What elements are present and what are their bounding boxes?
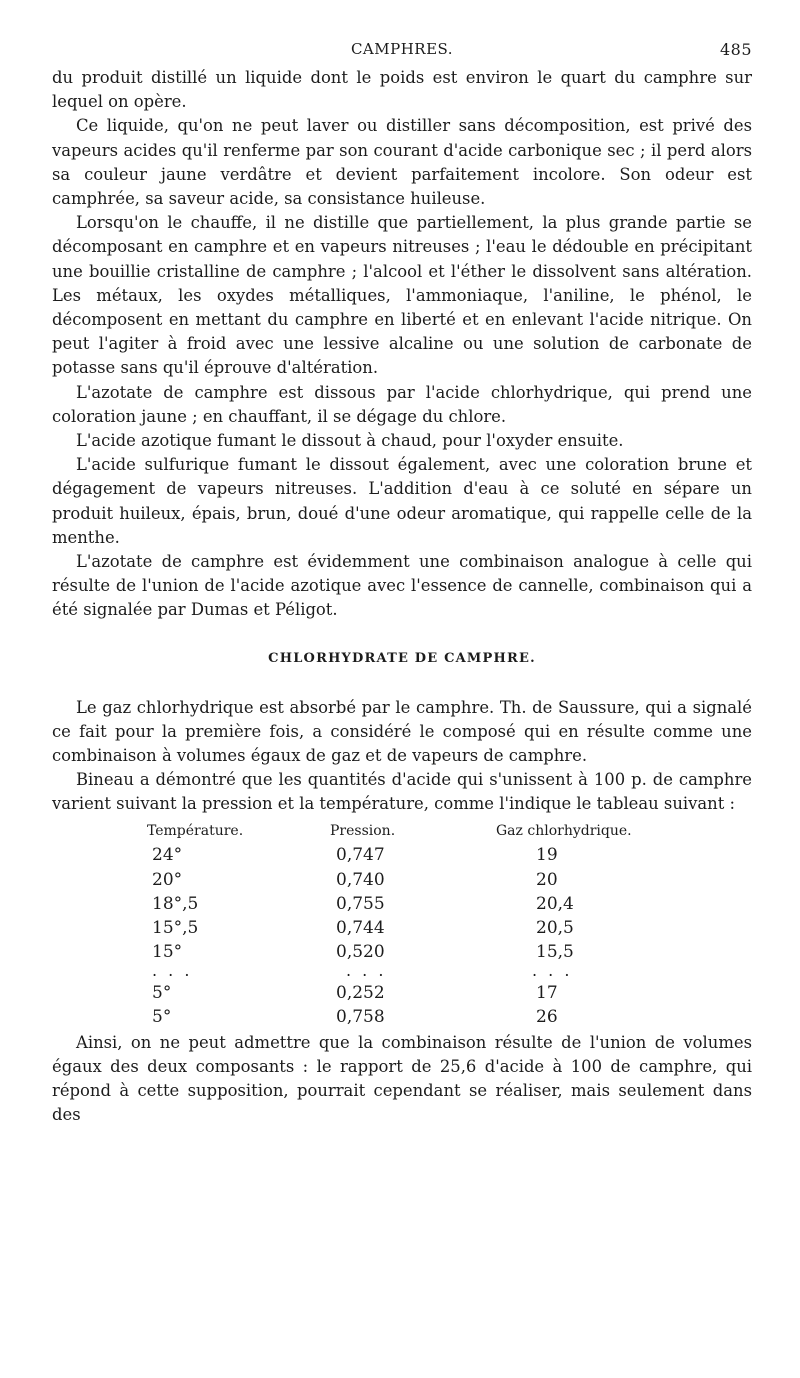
table-cell: 15°,5: [152, 917, 199, 938]
table-cell: 0,744: [336, 917, 385, 938]
table-cell: 15°: [152, 941, 183, 962]
table-ellipsis: . . .: [152, 960, 193, 980]
paragraph: Le gaz chlorhydrique est absorbé par le camphre. Th. de Saussure, qui a signalé ce fait pour la première fois, a considéré le composé qui en résulte comme une combinaison à volumes égaux de gaz et de vapeurs de camphre.: [52, 697, 752, 766]
table-cell: 0,252: [336, 982, 385, 1003]
paragraph: Lorsqu'on le chauffe, il ne distille que partiellement, la plus grande partie se décomposant en camphre et en vapeurs nitreuses ; l'eau le dédouble en précipitant une bouillie cristalline de camphre ; l'alcool et l'éther le dissolvent sans altération. Les métaux, les oxydes métalliques, l'ammoniaque, l'aniline, le phénol, le décomposent en mettant du camphre en liberté et en enlevant l'acide nitrique. On peut l'agiter à froid avec une lessive alcaline ou une solution de carbonate de potasse sans qu'il éprouve d'altération.: [52, 213, 752, 378]
table-header-gaz: Gaz chlorhydrique.: [496, 822, 632, 839]
table-ellipsis: . . .: [532, 960, 573, 980]
table-cell: 24°: [152, 844, 183, 865]
running-title: CAMPHRES.: [350, 40, 454, 58]
table-cell: 0,755: [336, 893, 385, 914]
table-cell: 20,5: [536, 917, 574, 938]
table-cell: 17: [536, 982, 558, 1003]
table-header-pression: Pression.: [330, 822, 396, 839]
paragraph: Ce liquide, qu'on ne peut laver ou distiller sans décomposition, est privé des vapeurs acides qu'il renferme par son courant d'acide carbonique sec ; il perd alors sa couleur jaune verdâtre et devient parfaitement incolore. Son odeur est camphrée, sa saveur acide, sa consistance huileuse.: [52, 116, 752, 209]
page-number: 485: [719, 40, 752, 59]
table-cell: 20,4: [536, 893, 574, 914]
body-text-mid: [52, 696, 752, 817]
table-ellipsis: . . .: [346, 960, 387, 980]
data-table: [52, 823, 752, 1031]
paragraph: L'acide sulfurique fumant le dissout également, avec une coloration brune et dégagement de vapeurs nitreuses. L'addition d'eau à ce soluté en sépare un produit huileux, épais, brun, doué d'une odeur aromatique, qui rappelle celle de la menthe.: [52, 455, 752, 547]
paragraph: L'azotate de camphre est évidemment une combinaison analogue à celle qui résulte de l'union de l'acide azotique avec l'essence de cannelle, combinaison qui a été signalée par Dumas et Péligot.: [52, 552, 752, 620]
paragraph: Ainsi, on ne peut admettre que la combinaison résulte de l'union de volumes égaux des deux composants : le rapport de 25,6 d'acide à 100 de camphre, qui répond à cette supposition, pourrait cependant se réaliser, mais seulement dans des: [52, 1032, 752, 1125]
table-cell: 5°: [152, 1006, 172, 1027]
paragraph: Bineau a démontré que les quantités d'acide qui s'unissent à 100 p. de camphre varient suivant la pression et la température, comme l'indique le tableau suivant :: [52, 770, 752, 814]
section-heading: CHLORHYDRATE DE CAMPHRE.: [268, 650, 536, 666]
table-cell: 19: [536, 844, 558, 865]
table-cell: 18°,5: [152, 893, 199, 914]
table-cell: 20: [536, 869, 558, 890]
body-text-bottom: [52, 1031, 752, 1128]
table-header-temperature: Température.: [147, 822, 244, 839]
document-page: [52, 40, 752, 1128]
table-cell: 26: [536, 1006, 558, 1027]
table-cell: 0,740: [336, 869, 385, 890]
paragraph: L'acide azotique fumant le dissout à chaud, pour l'oxyder ensuite.: [76, 431, 624, 451]
table-cell: 15,5: [536, 941, 574, 962]
table-cell: 0,520: [336, 941, 385, 962]
running-header: [52, 40, 752, 66]
paragraph: du produit distillé un liquide dont le poids est environ le quart du camphre sur lequel on opère.: [52, 68, 752, 112]
table-cell: 5°: [152, 982, 172, 1003]
table-cell: 20°: [152, 869, 183, 890]
paragraph: L'azotate de camphre est dissous par l'acide chlorhydrique, qui prend une coloration jaune ; en chauffant, il se dégage du chlore.: [52, 382, 752, 426]
table-cell: 0,758: [336, 1006, 385, 1027]
body-text-top: [52, 66, 752, 623]
table-cell: 0,747: [336, 844, 385, 865]
